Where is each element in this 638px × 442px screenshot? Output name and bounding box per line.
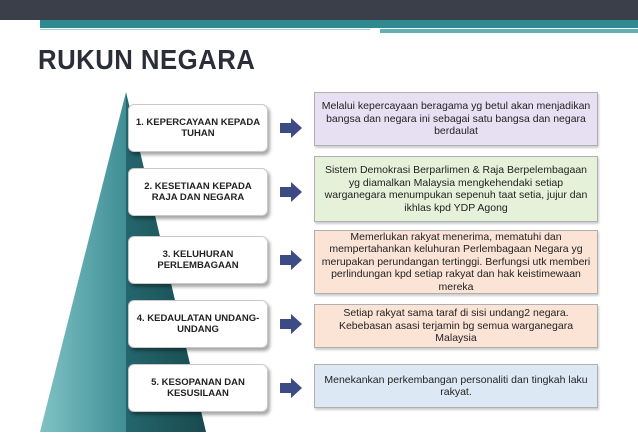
pillar-1-description: Melalui kepercayaan beragama yg betul akan menjadikan bangsa dan negara ini sebagai satu bangsa dan negara berdaulat	[314, 92, 598, 146]
pillar-4-label: 4. KEDAULATAN UNDANG-UNDANG	[128, 300, 268, 348]
pyramid-left-face	[40, 92, 126, 432]
pillar-5-label: 5. KESOPANAN DAN KESUSILAAN	[128, 364, 268, 412]
arrow-right-icon	[280, 250, 302, 270]
pillar-3-label: 3. KELUHURAN PERLEMBAGAAN	[128, 236, 268, 284]
pillar-5-description: Menekankan perkembangan personaliti dan tingkah laku rakyat.	[314, 364, 598, 408]
pillar-3-description: Memerlukan rakyat menerima, mematuhi dan mempertahankan keluhuran Perlembagaan Negara yg merupakan perundangan tertinggi. Berfungsi utk memberi perlindungan kpd setiap rakyat dan hak keistimewaan mereka	[314, 230, 598, 294]
arrow-right-icon	[280, 314, 302, 334]
arrow-right-icon	[280, 118, 302, 138]
pillar-4-description: Setiap rakyat sama taraf di sisi undang2 negara. Kebebasan asasi terjamin bg semua warganegara Malaysia	[314, 304, 598, 348]
pillar-2-label: 2. KESETIAAN KEPADA RAJA DAN NEGARA	[128, 168, 268, 216]
pillar-1-label: 1. KEPERCAYAAN KEPADA TUHAN	[128, 104, 268, 152]
arrow-right-icon	[280, 378, 302, 398]
arrow-right-icon	[280, 182, 302, 202]
slide-title: RUKUN NEGARA	[38, 44, 256, 75]
pillar-2-description: Sistem Demokrasi Berparlimen & Raja Berpelembagaan yg diamalkan Malaysia mengkehendaki setiap warganegara menumpukan sepenuh taat setia, jujur dan ikhlas kpd YDP Agong	[314, 156, 598, 222]
